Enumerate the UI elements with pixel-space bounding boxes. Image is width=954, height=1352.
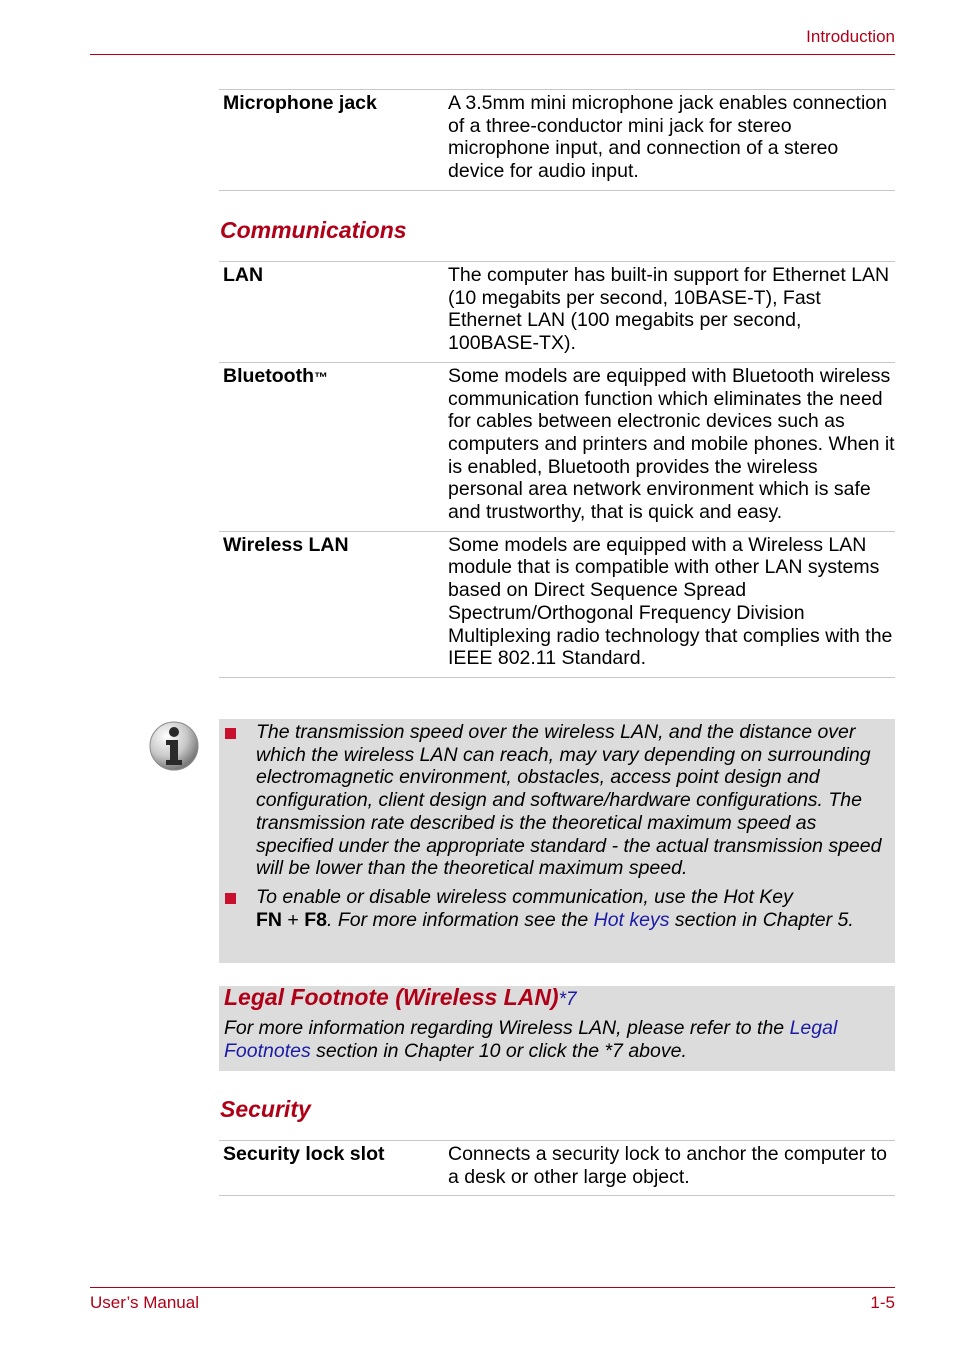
table-row (219, 90, 895, 191)
footer-manual-title: User’s Manual (90, 1293, 199, 1312)
square-bullet-icon (225, 728, 236, 739)
footer-rule (90, 1287, 895, 1288)
key-plus: + (282, 908, 305, 931)
info-icon (148, 720, 200, 772)
footnote-ref-link[interactable]: *7 (558, 989, 577, 1010)
spec-description: Some models are equipped with a Wireless LAN module that is compatible with other LAN systems based on Direct Sequence Spread Spectrum/Orthogonal Frequency Division Multiplexing radio technology that complies with the IEEE 802.11 Standard. (448, 533, 893, 670)
key-fn: FN (256, 908, 282, 931)
spec-term: Wireless LAN (223, 533, 349, 556)
list-item (219, 886, 889, 931)
table-row (219, 1141, 895, 1196)
list-item (219, 721, 889, 880)
legal-footnote-title (224, 984, 577, 1011)
spec-term: LAN (223, 264, 264, 286)
legal-body-text: For more information regarding Wireless LAN, please refer to the (224, 1017, 790, 1039)
legal-footnote-box (219, 986, 895, 1071)
bluetooth-term: Bluetooth (223, 364, 314, 387)
legal-footnotes-link[interactable]: Legal Footnotes (224, 1017, 838, 1062)
spec-table-security (219, 1140, 895, 1196)
section-heading-security: Security (220, 1096, 311, 1122)
page-number: 1-5 (870, 1293, 895, 1312)
hot-keys-link[interactable]: Hot keys (593, 908, 670, 931)
legal-title-text: Legal Footnote (Wireless LAN) (224, 984, 559, 1010)
header-rule (90, 54, 895, 55)
square-bullet-icon (225, 893, 236, 904)
spec-description: Some models are equipped with Bluetooth wireless communication function which eliminates the need for cables between electronic devices such as computers and printers and mobile phones. When it is enabled, Bluetooth provides the wireless personal area network environment which is safe and trustworthy, that is quick and easy. (448, 364, 895, 524)
trademark-symbol: ™ (313, 368, 328, 385)
note-text: . For more information see the (327, 908, 594, 931)
legal-footnote-body (224, 1017, 884, 1063)
legal-body-text: section in Chapter 10 or click the *7 above. (310, 1040, 687, 1062)
spec-description: A 3.5mm mini microphone jack enables connection of a three-conductor mini jack for stereo microphone input, and connection of a stereo device for audio input. (448, 92, 887, 183)
spec-description: The computer has built-in support for Ethernet LAN (10 megabits per second, 10BASE-T), Fast Ethernet LAN (100 megabits per second, 100BASE-TX). (448, 264, 890, 355)
key-f8: F8 (304, 908, 327, 931)
spec-table-communications (219, 261, 895, 678)
table-row (219, 362, 895, 531)
note-text: The transmission speed over the wireless LAN, and the distance over which the wireless LAN can reach, may vary depending on surrounding electromagnetic environment, obstacles, access point design and configuration, client design and software/hardware configurations. The transmission rate described is the theoretical maximum speed as specified under the appropriate standard - the actual transmission speed will be lower than the theoretical maximum speed. (256, 721, 882, 880)
running-header: Introduction (806, 27, 895, 46)
note-list (219, 721, 889, 937)
note-text: To enable or disable wireless communication, use the Hot Key (256, 885, 793, 908)
spec-term: Security lock slot (223, 1143, 385, 1165)
note-text: section in Chapter 5. (669, 908, 854, 931)
note-box (219, 719, 895, 963)
table-row (219, 262, 895, 363)
table-row (219, 531, 895, 677)
spec-term (219, 362, 448, 531)
spec-term: Microphone jack (223, 92, 377, 114)
section-heading-communications: Communications (220, 217, 407, 243)
spec-table-microphone (219, 89, 895, 191)
spec-description: Connects a security lock to anchor the computer to a desk or other large object. (448, 1143, 887, 1188)
